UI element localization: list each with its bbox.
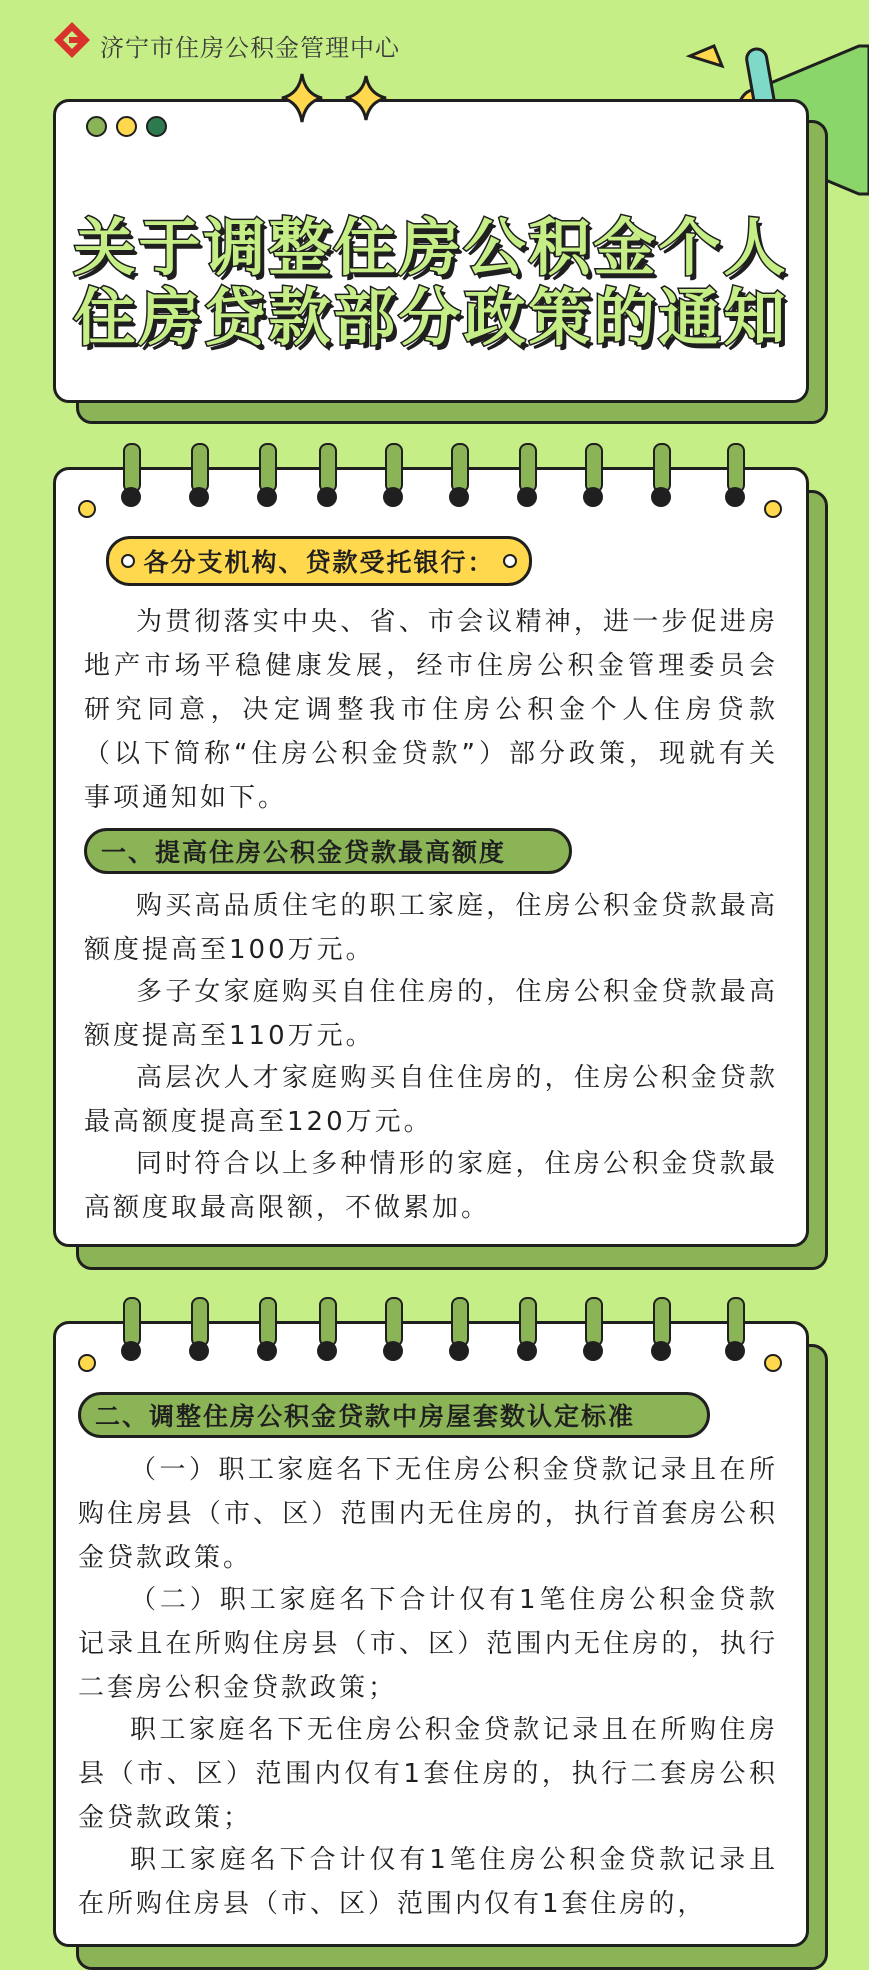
title-line-1: 关于调整住房公积金个人 xyxy=(73,211,789,284)
org-name: 济宁市住房公积金管理中心 xyxy=(100,34,400,62)
corner-dot xyxy=(78,500,96,518)
section-two-heading-label: 二、调整住房公积金贷款中房屋套数认定标准 xyxy=(95,1402,636,1431)
section-two-paragraph: （一）职工家庭名下无住房公积金贷款记录且在所购住房县（市、区）范围内无住房的，执行首套房公积金贷款政策。 xyxy=(78,1455,778,1573)
section-one-paragraph: 多子女家庭购买自住住房的，住房公积金贷款最高额度提高至110万元。 xyxy=(84,977,778,1051)
corner-dot xyxy=(78,1354,96,1372)
badge-dot xyxy=(121,554,135,568)
notice-card-2 xyxy=(53,1321,809,1947)
title-line-2: 住房贷款部分政策的通知 xyxy=(73,281,789,354)
recipient-badge xyxy=(106,536,532,586)
housing-fund-logo xyxy=(52,20,92,60)
window-dot-yellow xyxy=(116,116,137,137)
window-dot-green xyxy=(86,116,107,137)
section-two-paragraph: 职工家庭名下合计仅有1笔住房公积金贷款记录且在所购住房县（市、区）范围内仅有1套住房的， xyxy=(78,1845,778,1919)
badge-dot xyxy=(503,554,517,568)
section-one-heading xyxy=(84,828,572,874)
section-one-paragraph: 高层次人才家庭购买自住住房的，住房公积金贷款最高额度提高至120万元。 xyxy=(84,1063,778,1137)
section-two-paragraph: 职工家庭名下无住房公积金贷款记录且在所购住房县（市、区）范围内仅有1套住房的，执行二套房公积金贷款政策； xyxy=(78,1715,778,1833)
notice-card-1 xyxy=(53,467,809,1247)
corner-dot xyxy=(764,500,782,518)
window-dot-darkgreen xyxy=(146,116,167,137)
section-two-heading xyxy=(78,1392,710,1438)
intro-paragraph: 为贯彻落实中央、省、市会议精神，进一步促进房地产市场平稳健康发展，经市住房公积金管理委员会研究同意，决定调整我市住房公积金个人住房贷款（以下简称“住房公积金贷款”）部分政策，现就有关事项通知如下。 xyxy=(84,607,778,813)
section-one-paragraph: 购买高品质住宅的职工家庭，住房公积金贷款最高额度提高至100万元。 xyxy=(84,891,778,965)
corner-dot xyxy=(764,1354,782,1372)
section-one-paragraph: 同时符合以上多种情形的家庭，住房公积金贷款最高额度取最高限额，不做累加。 xyxy=(84,1149,778,1223)
sparkle-icon xyxy=(280,72,390,128)
recipient-badge-label: 各分支机构、贷款受托银行： xyxy=(143,548,495,577)
title-card xyxy=(53,99,809,403)
section-one-heading-label: 一、提高住房公积金贷款最高额度 xyxy=(101,838,507,867)
section-two-paragraph: （二）职工家庭名下合计仅有1笔住房公积金贷款记录且在所购住房县（市、区）范围内无住房的，执行二套房公积金贷款政策； xyxy=(78,1585,778,1703)
